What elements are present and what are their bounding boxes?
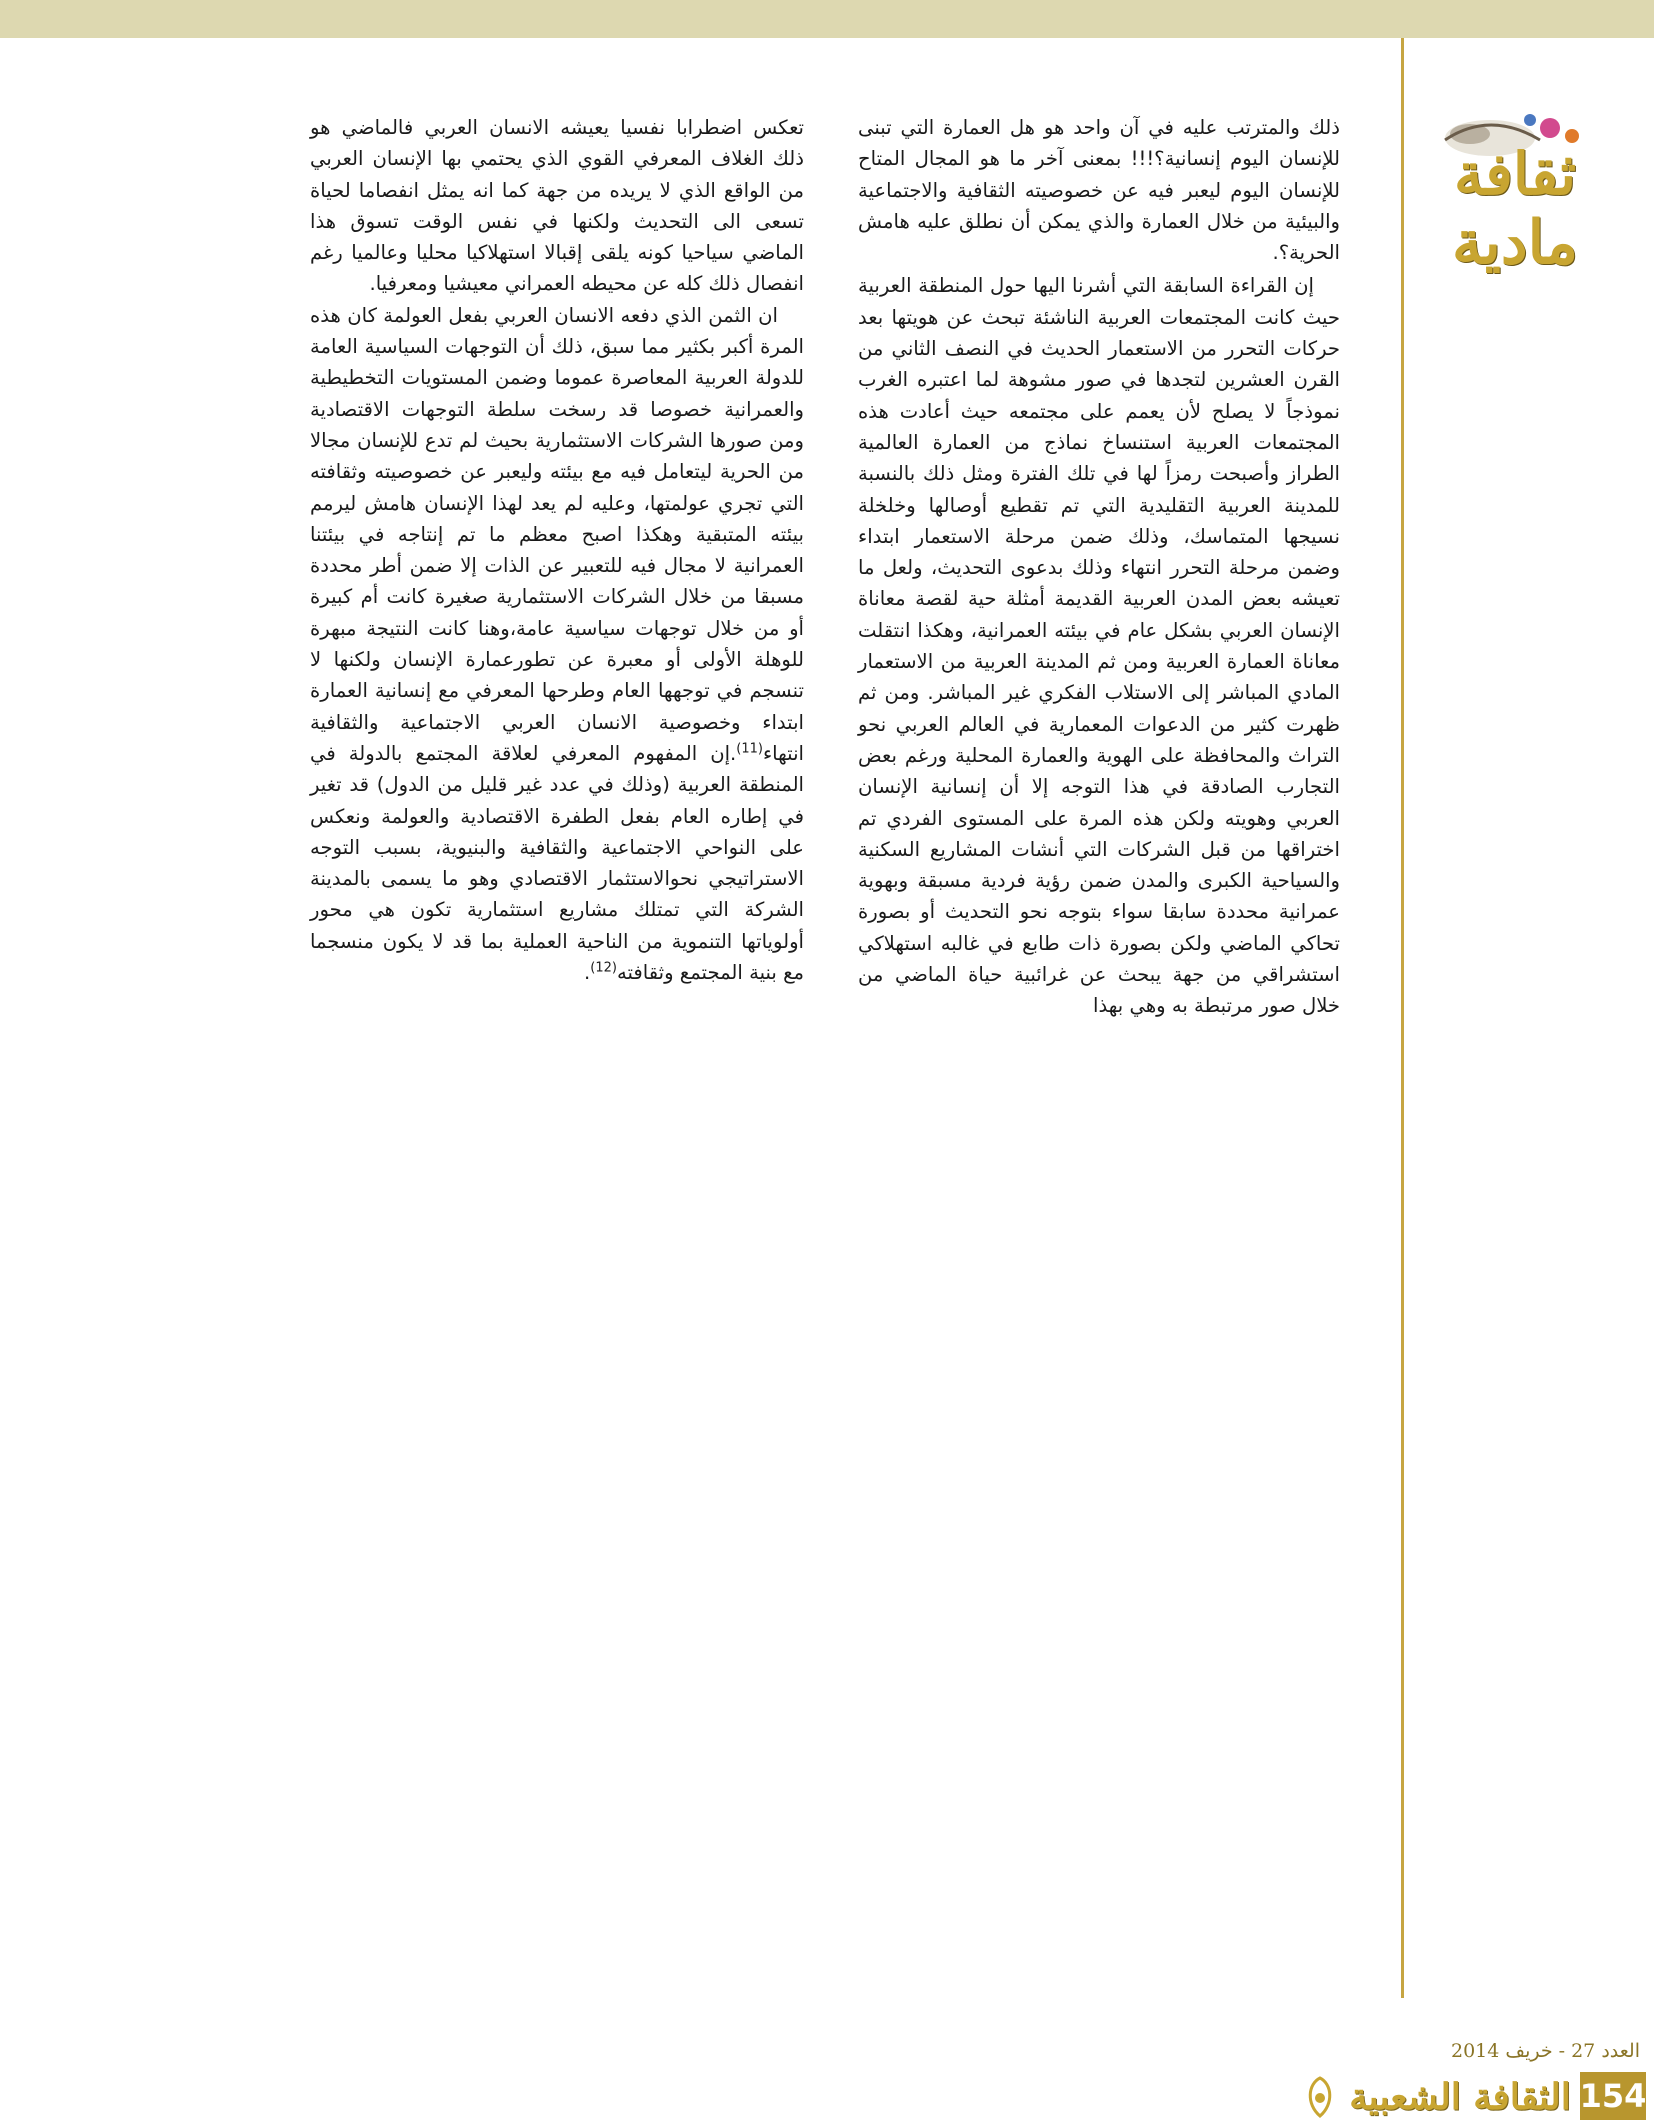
article-column-right — [858, 112, 1340, 1022]
paragraph-text: إن القراءة السابقة التي أشرنا اليها حول المنطقة العربية حيث كانت المجتمعات العربية الناشئة تبحث عن هويتها بعد حركات التحرر من الاستعمار الحديث في النصف الثاني من القرن العشرين لتجدها في صور مشوهة لما اعتبره الغرب نموذجاً لا يصلح لأن يعمم على مجتمعه حيث أعادت هذه المجتمعات العربية استنساخ نماذج من العمارة العالمية الطراز وأصبحت رمزاً لها في تلك الفترة ومثل ذلك بالنسبة للمدينة العربية التقليدية التي تم تقطيع أوصالها وخلخلة نسيجها المتماسك، وذلك ضمن مرحلة الاستعمار ابتداء وضمن مرحلة التحرر انتهاء وذلك بدعوى التحديث، ولعل ما تعيشه بعض المدن العربية القديمة أمثلة حية لقصة معاناة الإنسان العربي بشكل عام في بيئته العمرانية، وهكذا انتقلت معاناة العمارة العربية ومن ثم المدينة العربية من الاستعمار المادي المباشر إلى الاستلاب الفكري غير المباشر. ومن ثم ظهرت كثير من الدعوات المعمارية في العالم العربي نحو التراث والمحافظة على الهوية والعمارة المحلية ورغم بعض التجارب الصادقة في هذا التوجه إلا أن إنسانية الإنسان العربي وهويته ولكن هذه المرة على المستوى الفردي تم اختراقها من قبل الشركات التي أنشات المشاريع السكنية والسياحية الكبرى والمدن ضمن رؤية فردية مسبقة وبهوية عمرانية محددة سابقا سواء بتوجه نحو التحديث أو بصورة تحاكي الماضي ولكن بصورة ذات طابع في غالبه استهلاكي استشراقي من جهة يبحث عن غرائبية حياة الماضي من خلال صور مرتبطة به وهي بهذا — [858, 274, 1340, 1018]
emblem-icon — [1300, 2074, 1340, 2120]
issue-info: العدد 27 - خريف 2014 — [1451, 2040, 1640, 2062]
paragraph-text: ان الثمن الذي دفعه الانسان العربي بفعل العولمة كان هذه المرة أكبر بكثير مما سبق، ذلك أن التوجهات السياسية العامة للدولة العربية المعاصرة عموما وضمن المستويات التخطيطية والعمرانية خصوصا قد رسخت سلطة التوجهات الاقتصادية ومن صورها الشركات الاستثمارية بحيث لم تدع للإنسان مجالا من الحرية ليتعامل فيه مع بيئته وليعبر عن خصوصيته وثقافته التي تجري عولمتها، وعليه لم يعد لهذا الإنسان هامش ليرمم بيئته المتبقية وهكذا اصبح معظم ما تم إنتاجه في بيئتنا العمرانية لا مجال فيه للتعبير عن الذات إلا ضمن أطر محددة مسبقا من خلال الشركات الاستثمارية صغيرة كانت أم كبيرة أو من خلال توجهات سياسية عامة،وهنا كانت النتيجة مبهرة للوهلة الأولى أو معبرة عن تطورعمارة الإنسان ولكنها لا تنسجم في توجهها العام وطرحها المعرفي مع إنسانية العمارة ابتداء وخصوصية الانسان العربي الاجتماعية والثقافية انتهاء — [310, 303, 804, 765]
section-logo — [1430, 100, 1600, 290]
footnote-ref: (12) — [590, 960, 617, 976]
paragraph — [310, 300, 804, 989]
paragraph-text: . — [584, 961, 591, 985]
footnote-ref: (11) — [736, 741, 763, 757]
section-title-line2: مادية — [1451, 208, 1578, 278]
page-number: 154 — [1580, 2072, 1646, 2120]
section-title-line1: ثقافة — [1454, 140, 1576, 208]
magazine-brand-text: الثقافة الشعبية — [1349, 2076, 1571, 2118]
magazine-brand — [1300, 2070, 1600, 2122]
paragraph: تعكس اضطرابا نفسيا يعيشه الانسان العربي فالماضي هو ذلك الغلاف المعرفي القوي الذي يحتمي بها الإنسان العربي من الواقع الذي لا يريده من جهة كما انه يمثل انفصاما لحياة تسعى الى التحديث ولكنها في نفس الوقت تسوق هذا الماضي سياحيا كونه يلقى إقبالا استهلاكيا محليا وعالميا رغم انفصال ذلك كله عن محيطه العمراني معيشيا ومعرفيا. — [310, 116, 804, 296]
paragraph-text: .إن المفهوم المعرفي لعلاقة المجتمع بالدولة في المنطقة العربية (وذلك في عدد غير قليل من الدول) قد تغير في إطاره العام بفعل الطفرة الاقتصادية والعولمة ونعكس على النواحي الاجتماعية والثقافية والبنيوية، بسبب التوجه الاستراتيجي نحوالاستثمار الاقتصادي وهو ما يسمى بالمدينة الشركة التي تمتلك مشاريع استثمارية تكون هي محور أولوياتها التنموية من الناحية العملية بما قد لا يكون منسجما مع بنية المجتمع وثقافته — [310, 741, 804, 985]
column-divider-rule — [1401, 38, 1404, 1998]
top-band — [0, 0, 1654, 38]
paragraph: ذلك والمترتب عليه في آن واحد هو هل العمارة التي تبنى للإنسان اليوم إنسانية؟!!! بمعنى آخر ما هو المجال المتاح للإنسان اليوم ليعبر فيه عن خصوصيته الثقافية والاجتماعية والبيئية من خلال العمارة والذي يمكن أن نطلق عليه هامش الحرية؟. — [858, 116, 1340, 265]
paragraph — [858, 270, 1340, 1021]
article-column-left — [310, 112, 804, 988]
